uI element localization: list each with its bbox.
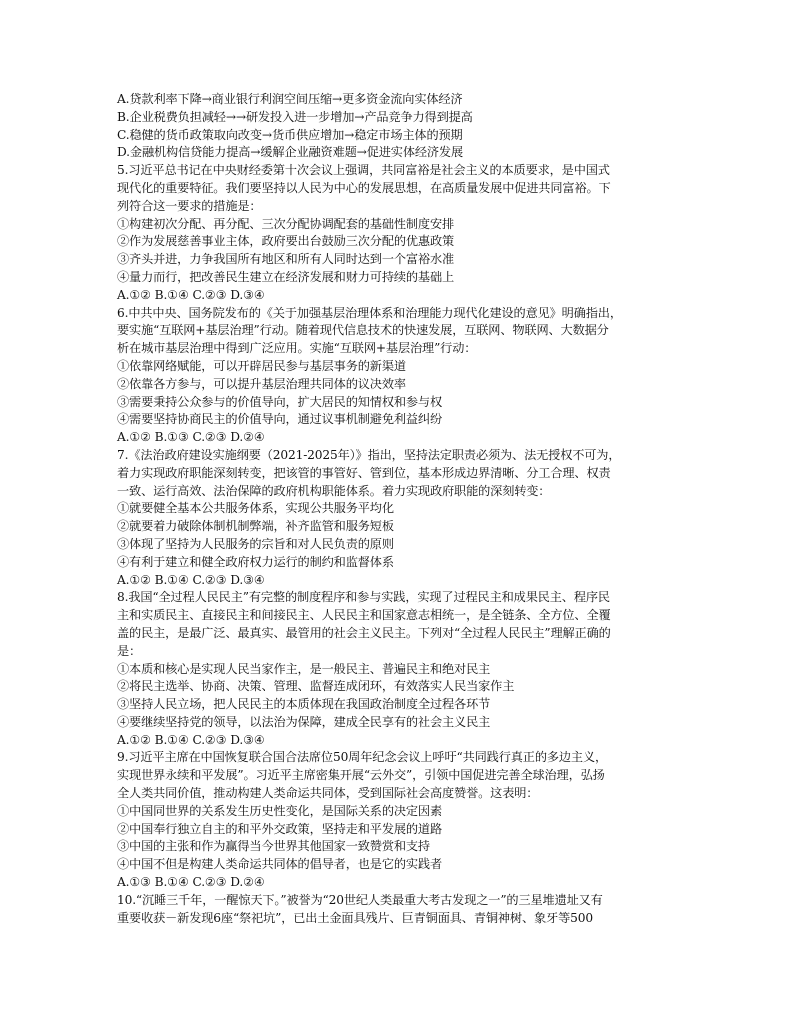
- text-line: ④中国不但是构建人类命运共同体的倡导者，也是它的实践者: [117, 857, 443, 872]
- text-line: ④需要坚持协商民主的价值导向，通过议事机制避免利益纠纷: [117, 412, 443, 427]
- text-line: ①依靠网络赋能，可以开辟居民参与基层事务的新渠道: [117, 358, 406, 373]
- text-line: ④量力而行，把改善民生建立在经济发展和财力可持续的基础上: [117, 269, 455, 284]
- text-line: 列符合这一要求的措施是：: [117, 198, 262, 213]
- text-line: ②作为发展慈善事业主体，政府要出台鼓励三次分配的优惠政策: [117, 234, 455, 249]
- text-line: 要实施“互联网+基层治理”行动。随着现代信息技术的快速发展，互联网、物联网、大数据分: [117, 323, 609, 338]
- text-line: 析在城市基层治理中得到广泛应用。实施“互联网+基层治理”行动：: [117, 341, 477, 356]
- text-line: ③中国的主张和作为赢得当今世界其他国家一致赞赏和支持: [117, 839, 430, 854]
- text-line: 8.我国“全过程人民民主”有完整的制度程序和参与实践，实现了过程民主和成果民主、程序民: [117, 590, 610, 605]
- text-line: 9.习近平主席在中国恢复联合国合法席位50周年纪念会议上呼吁“共同践行真正的多边主义，: [117, 750, 608, 765]
- text-line: 主和实质民主、直接民主和间接民主、人民民主和国家意志相统一，是全链条、全方位、全覆: [117, 608, 611, 623]
- text-line: D.金融机构信贷能力提高→缓解企业融资难题→促进实体经济发展: [117, 145, 464, 160]
- question-sheet: [117, 91, 677, 927]
- text-line: ③齐头并进，力争我国所有地区和所有人同时达到一个富裕水准: [117, 252, 455, 267]
- text-line: A.①② B.①④ C.②③ D.③④: [117, 732, 265, 747]
- text-line: A.①② B.①④ C.②③ D.③④: [117, 287, 265, 302]
- text-line: 是：: [117, 643, 142, 658]
- text-line: ②依靠各方参与，可以提升基层治理共同体的议决效率: [117, 376, 406, 391]
- text-line: 7.《法治政府建设实施纲要（2021-2025年）》指出，坚持法定职责必须为、法无授权不可为，: [117, 447, 621, 462]
- text-line: ①构建初次分配、再分配、三次分配协调配套的基础性制度安排: [117, 216, 455, 231]
- text-line: ①本质和核心是实现人民当家作主，是一般民主、普遍民主和绝对民主: [117, 661, 491, 676]
- text-line: ④有利于建立和健全政府权力运行的制约和监督体系: [117, 554, 394, 569]
- text-line: C.稳健的货币政策取向改变→货币供应增加→稳定市场主体的预期: [117, 127, 463, 142]
- text-line: 重要收获－新发现6座“祭祀坑”，已出土金面具残片、巨青铜面具、青铜神树、象牙等500: [117, 910, 593, 925]
- text-line: A.①③ B.①④ C.②③ D.②④: [117, 875, 265, 890]
- text-line: 现代化的重要特征。我们要坚持以人民为中心的发展思想，在高质量发展中促进共同富裕。下: [117, 180, 611, 195]
- text-line: ①就要健全基本公共服务体系，实现公共服务平均化: [117, 501, 394, 516]
- text-line: B.企业税费负担减轻→→研发投入进一步增加→产品竞争力得到提高: [117, 109, 473, 124]
- text-line: 5.习近平总书记在中央财经委第十次会议上强调，共同富裕是社会主义的本质要求，是中国式: [117, 163, 610, 178]
- text-line: ④要继续坚持党的领导，以法治为保障，建成全民享有的社会主义民主: [117, 714, 491, 729]
- text-line: ③需要秉持公众参与的价值导向，扩大居民的知情权和参与权: [117, 394, 443, 409]
- text-line: A.贷款利率下降→商业银行利润空间压缩→更多资金流向实体经济: [117, 92, 463, 106]
- text-line: ③坚持人民立场，把人民民主的本质体现在我国政治制度全过程各环节: [117, 697, 491, 712]
- text-line: ②就要着力破除体制机制弊端，补齐监管和服务短板: [117, 519, 394, 534]
- text-line: A.①② B.①④ C.②③ D.③④: [117, 572, 265, 587]
- text-line: ②中国奉行独立自主的和平外交政策，坚持走和平发展的道路: [117, 821, 443, 836]
- text-line: 实现世界永续和平发展”。习近平主席密集开展“云外交”，引领中国促进完善全球治理，弘扬: [117, 768, 605, 783]
- text-line: 盖的民主，是最广泛、最真实、最管用的社会主义民主。下列对“全过程人民民主”理解正确的: [117, 625, 611, 640]
- text-line: 10.“沉睡三千年，一醒惊天下。”被誉为“20世纪人类最重大考古发现之一”的三星堆遗址又有: [117, 892, 603, 907]
- text-line: 着力实现政府职能深刻转变，把该管的事管好、管到位，基本形成边界清晰、分工合理、权责: [117, 465, 611, 480]
- text-line: 一致、运行高效、法治保障的政府机构职能体系。着力实现政府职能的深刻转变：: [117, 483, 551, 498]
- text-line: ③体现了坚持为人民服务的宗旨和对人民负责的原则: [117, 536, 394, 551]
- text-line: 全人类共同价值，推动构建人类命运共同体，受到国际社会高度赞誉。这表明：: [117, 786, 539, 801]
- text-line: ②将民主选举、协商、决策、管理、监督连成闭环，有效落实人民当家作主: [117, 679, 515, 694]
- text-line: A.①② B.①③ C.②③ D.②④: [117, 430, 265, 445]
- text-line: ①中国同世界的关系发生历史性变化，是国际关系的决定因素: [117, 803, 443, 818]
- text-line: 6.中共中央、国务院发布的《关于加强基层治理体系和治理能力现代化建设的意见》明确指出，: [117, 305, 622, 320]
